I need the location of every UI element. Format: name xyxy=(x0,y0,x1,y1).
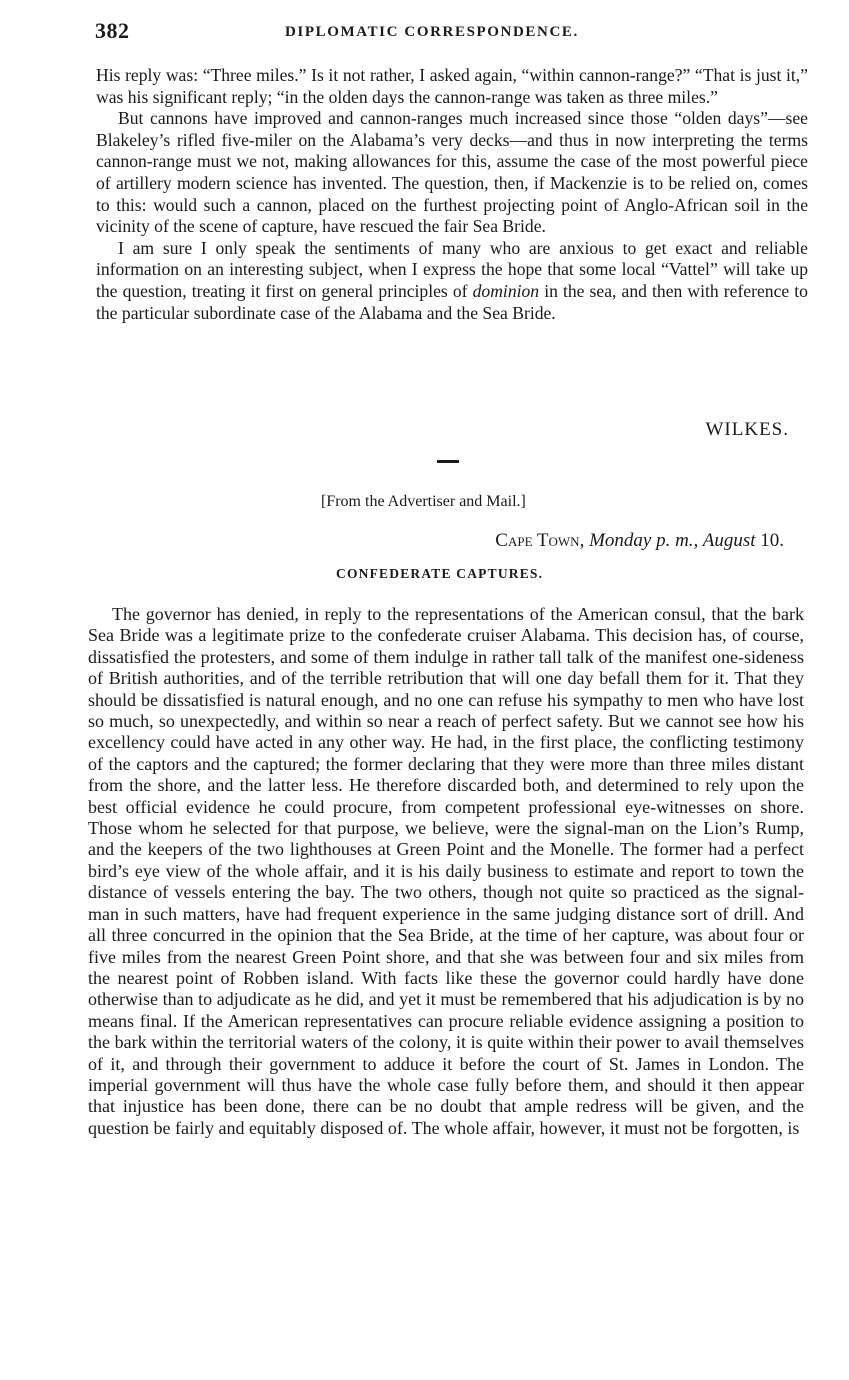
letter-paragraph: I am sure I only speak the sentiments of many who are anxious to get exact and reliable information on an interesting subject, when I express the hope that some local “Vattel” will take up the question, treating it first on general principles of dominion in the sea, and then with reference to the particular subordinate case of the Alabama and the Sea Bride. xyxy=(96,237,808,323)
article-source: [From the Advertiser and Mail.] xyxy=(321,493,526,510)
article-dateline xyxy=(495,530,784,552)
letter-paragraph: But cannons have improved and cannon-ranges much increased since those “olden days”—see Blakeley’s rifled five-miler on the Alabama’s very decks—and thus in now interpreting the terms cannon-range must we not, making allowances for this, assume the case of the most powerful piece of artillery modern science has invented. The question, then, if Mackenzie is to be relied on, comes to this: would such a cannon, placed on the furthest projecting point of Anglo-African soil in the vicinity of the scene of capture, have rescued the fair Sea Bride. xyxy=(96,108,808,237)
dateline-day: 10. xyxy=(760,530,784,551)
article-paragraph: The governor has denied, in reply to the representations of the American consul, that the bark Sea Bride was a legitimate prize to the confederate cruiser Alabama. This decision has, of course, dissatisfied the protesters, and some of them indulge in rather tall talk of the manifest one-sideness of British authorities, and of the terrible retribution that will one day befall them for it. That they should be dissatisfied is natural enough, and no one can refuse his sympathy to men who have lost so much, so unexpectedly, and within so near a reach of perfect safety. But we cannot see how his excellency could have acted in any other way. He had, in the first place, the conflicting testimony of the captors and the captured; the former declaring that they were more than three miles distant from the shore, and the latter less. He therefore discarded both, and determined to rely upon the best official evidence he could procure, from competent professional eye-witnesses on shore. Those whom he selected for that purpose, we believe, were the signal-man on the Lion’s Rump, and the keepers of the two lighthouses at Green Point and the Monelle. The former had a perfect bird’s eye view of the whole affair, and it is his daily business to estimate and report to town the distance of vessels entering the bay. The two others, though not quite so practiced as the signal-man in such matters, have had frequent experience in the same judging distance sort of drill. And all three concurred in the opinion that the Sea Bride, at the time of her capture, was about four or five miles from the nearest Green Point shore, and that she was between four and six miles from the nearest point of Robben island. With facts like these the governor could hardly have done otherwise than to adjudicate as he did, and yet it must be remembered that his adjudication is by no means final. If the American representatives can procure reliable evidence assigning a position to the bark within the territorial waters of the colony, it is quite within their power to avail themselves of it, and through their government to adduce it before the court of St. James in London. The imperial government will thus have the whole case fully before them, and should it then appear that injustice has been done, there can be no doubt that ample redress will be given, and the question be fairly and equitably disposed of. The whole affair, however, it must not be forgotten, is xyxy=(88,604,804,1138)
letter-signature: WILKES. xyxy=(705,419,789,440)
article-subhead: CONFEDERATE CAPTURES. xyxy=(336,566,544,581)
dateline-place: Cape Town, xyxy=(495,530,585,551)
italic-word: dominion xyxy=(472,280,540,301)
section-divider xyxy=(437,460,459,463)
dateline-time: Monday p. m., August xyxy=(589,530,756,551)
running-title: DIPLOMATIC CORRESPONDENCE. xyxy=(285,24,579,40)
letter-text xyxy=(96,65,808,324)
letter-paragraph: His reply was: “Three miles.” Is it not rather, I asked again, “within cannon-range?” “That is just it,” was his significant reply; “in the olden days the cannon-range was taken as three miles.” xyxy=(96,65,808,107)
page-number: 382 xyxy=(95,18,130,43)
article-body xyxy=(88,604,804,1139)
running-header xyxy=(95,18,805,52)
